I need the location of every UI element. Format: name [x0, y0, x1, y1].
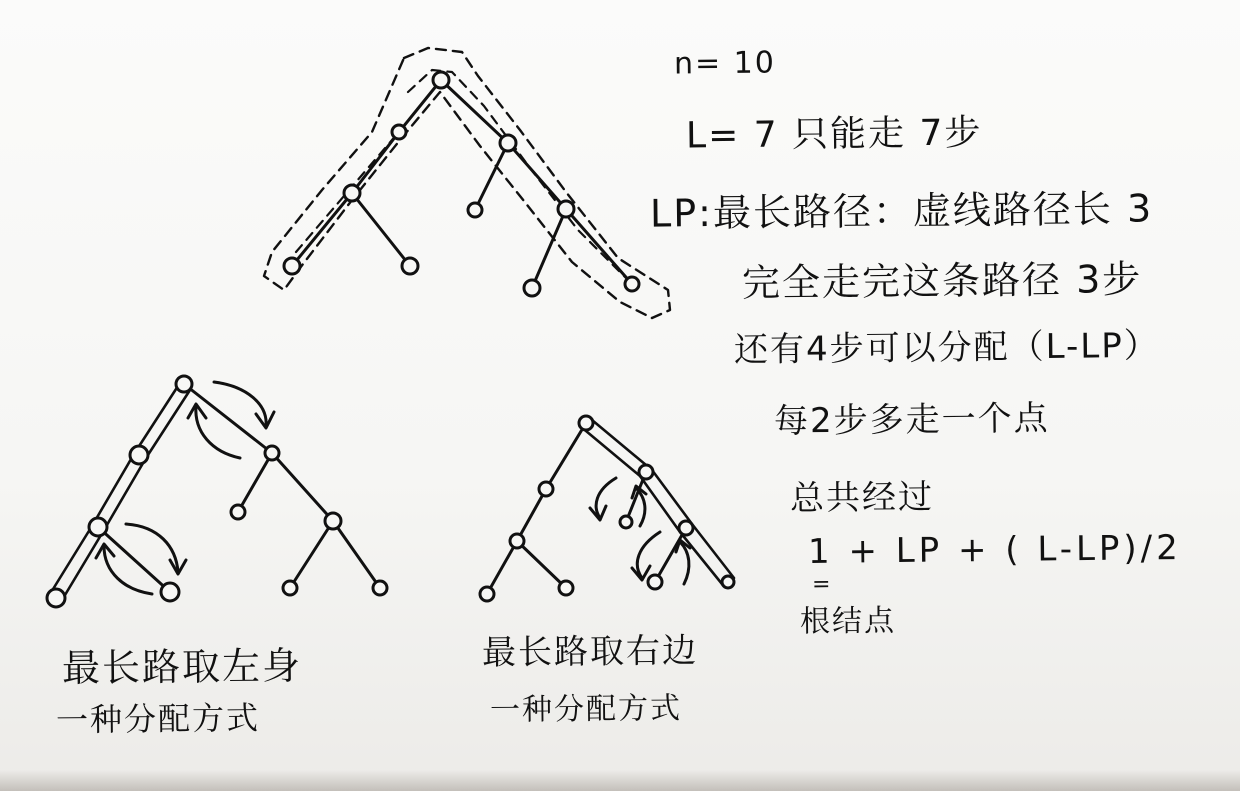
- top-node-leaf-3: [468, 203, 482, 217]
- right-node-leaf-3: [620, 516, 632, 528]
- top-edge-root-right: [441, 80, 508, 143]
- caption-left-line-2: 一种分配方式: [55, 698, 261, 740]
- right-arrow-loop-1-down: [596, 478, 616, 518]
- left-node-root: [176, 376, 192, 392]
- right-node-l2: [510, 534, 524, 548]
- right-edge-l1-l2: [517, 489, 546, 541]
- left-node-leaf-1: [47, 589, 65, 607]
- note-remaining-steps: 还有4步可以分配（L-LP）: [733, 325, 1160, 371]
- right-edge-r2-leaf: [655, 528, 686, 582]
- note-formula-equals: =: [811, 571, 833, 598]
- left-node-r1: [265, 446, 279, 460]
- right-edge-l2-leaf-b: [517, 541, 566, 588]
- note-every-two-steps: 每2步多走一个点: [773, 398, 1050, 442]
- note-formula: 1 + LP + ( L-LP)/2: [807, 528, 1182, 572]
- left-edge-r1-leaf: [238, 453, 272, 512]
- right-node-leaf-4: [648, 575, 662, 589]
- left-node-r2: [325, 513, 341, 529]
- left-arrow-over-bottom: [126, 524, 178, 572]
- left-node-leaf-4: [283, 581, 297, 595]
- left-node-leaf-3: [231, 505, 245, 519]
- top-node-l2: [344, 185, 360, 201]
- right-node-r1: [639, 465, 653, 479]
- left-node-leaf-2: [161, 583, 179, 601]
- caption-left-line-1: 最长路取左身: [61, 643, 303, 691]
- right-node-root: [579, 416, 593, 430]
- top-edge-l2-leaf-a: [292, 193, 352, 266]
- note-total-visited: 总共经过: [789, 477, 935, 519]
- top-tree-dashed-outline-outer: [264, 48, 670, 318]
- left-tree: [47, 376, 387, 607]
- top-node-leaf-2: [402, 258, 418, 274]
- right-tree: [480, 416, 734, 601]
- right-arrow-loop-2-down-head: [632, 566, 650, 580]
- top-edge-l1-l2: [352, 132, 399, 193]
- left-tree-double-path: [50, 386, 190, 600]
- left-edge-r2-leaf-b: [333, 521, 380, 588]
- top-node-leaf-1: [284, 258, 300, 274]
- note-n-value: n= 10: [673, 45, 777, 82]
- top-node-leaf-4: [524, 280, 540, 296]
- left-node-l2: [89, 518, 107, 536]
- top-node-root: [433, 72, 449, 88]
- note-walk-path: 完全走完这条路径 3步: [741, 256, 1143, 306]
- top-node-r1: [500, 135, 516, 151]
- right-node-r2: [679, 521, 693, 535]
- right-edge-root-left: [546, 423, 586, 489]
- left-edge-r1-r2: [272, 453, 333, 521]
- note-longest-path: LP:最长路径：虚线路径长 3: [649, 186, 1154, 236]
- top-node-leaf-5: [625, 277, 639, 291]
- right-edge-l2-leaf-a: [487, 541, 517, 594]
- top-edge-l2-leaf-b: [352, 193, 410, 266]
- left-node-leaf-5: [373, 581, 387, 595]
- top-node-r2: [558, 201, 574, 217]
- top-edge-r2-leaf-b: [566, 209, 632, 284]
- right-node-leaf-1: [480, 587, 494, 601]
- caption-right-line-2: 一种分配方式: [489, 690, 683, 729]
- top-edge-r1-leaf: [475, 143, 508, 210]
- note-root-node: 根结点: [799, 603, 897, 640]
- right-arrow-loop-2-up: [680, 542, 689, 584]
- right-node-leaf-2: [559, 581, 573, 595]
- top-node-l1: [392, 125, 406, 139]
- top-edge-root-left: [399, 80, 441, 132]
- left-edge-r2-leaf-a: [290, 521, 333, 588]
- top-tree: [264, 48, 670, 318]
- left-node-l1: [130, 446, 148, 464]
- note-l-steps: L= 7 只能走 7步: [685, 112, 983, 157]
- right-tree-double-path: [580, 420, 734, 584]
- caption-right-line-1: 最长路取右边: [481, 630, 699, 674]
- right-node-leaf-5: [722, 576, 734, 588]
- right-node-l1: [539, 482, 553, 496]
